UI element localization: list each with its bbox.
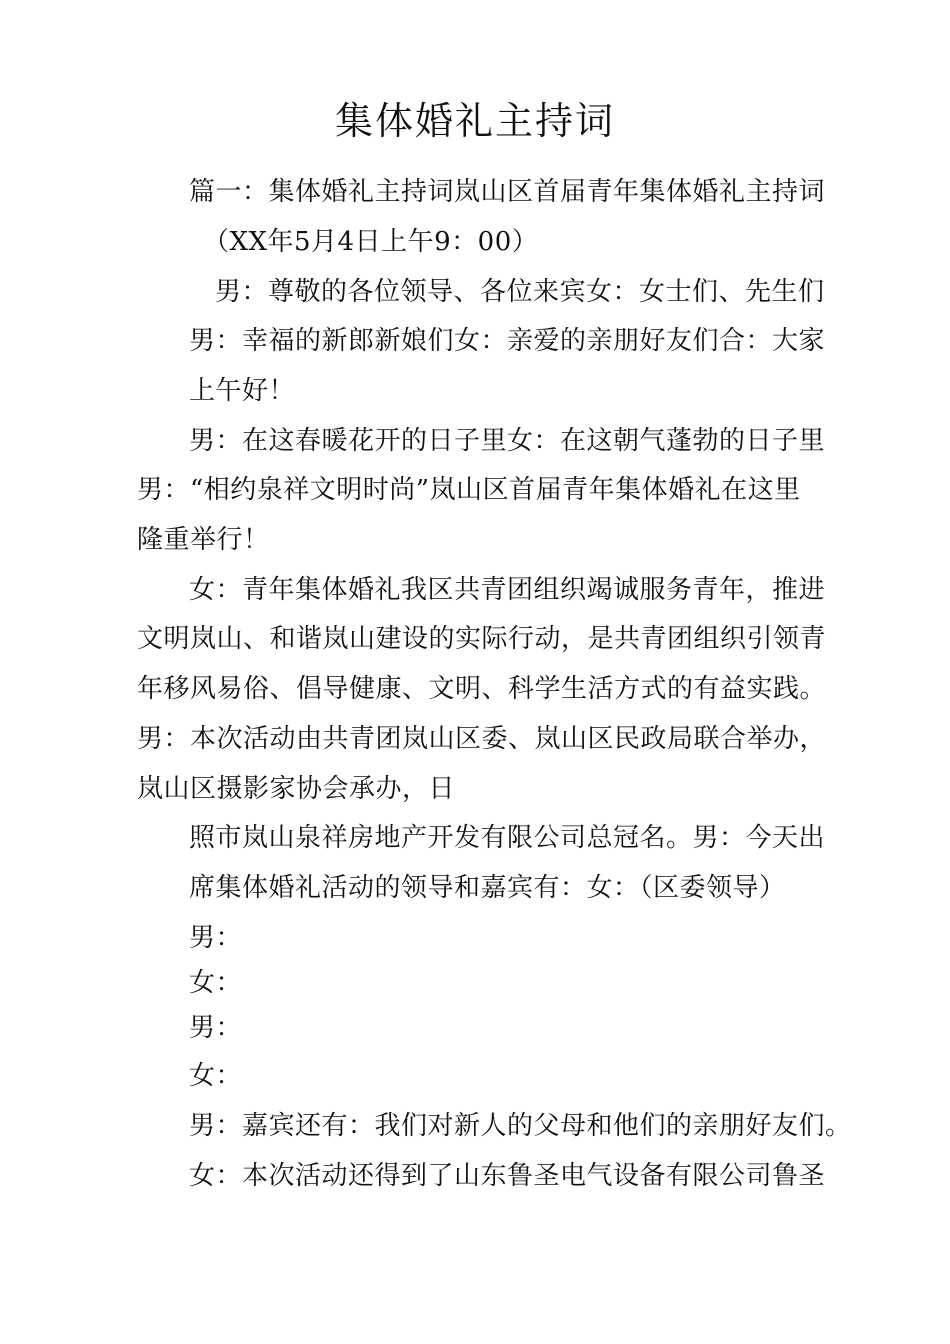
text-line: 男：幸福的新郎新娘们女：亲爱的亲朋好友们合：大家 (189, 326, 826, 356)
text-line: 文明岚山、和谐岚山建设的实际行动，是共青团组织引领青 (137, 624, 827, 654)
text-line: 男： (189, 1013, 243, 1043)
text-line: 篇一：集体婚礼主持词岚山区首届青年集体婚礼主持词 (189, 177, 826, 207)
text-line: 女：本次活动还得到了山东鲁圣电气设备有限公司鲁圣 (189, 1161, 826, 1191)
text-line: 男：在这春暖花开的日子里女：在这朝气蓬勃的日子里 (189, 426, 826, 456)
document-title: 集体婚礼主持词 (334, 99, 615, 143)
text-line: 照市岚山泉祥房地产开发有限公司总冠名。男：今天出 (189, 823, 826, 853)
text-line: 男： (189, 923, 243, 953)
text-line: 女： (189, 968, 243, 998)
text-line: 年移风易俗、倡导健康、文明、科学生活方式的有益实践。 (137, 674, 827, 704)
text-line: 女： (189, 1061, 243, 1091)
text-line: （XX年5月4日上午9：00） (203, 227, 539, 257)
text-line: 上午好！ (189, 376, 296, 406)
text-line: 岚山区摄影家协会承办，日 (137, 774, 456, 804)
text-line: 隆重举行！ (137, 525, 270, 555)
text-line: 男：尊敬的各位领导、各位来宾女：女士们、先生们 (215, 277, 825, 307)
text-line: 男：嘉宾还有：我们对新人的父母和他们的亲朋好友们。 (189, 1111, 852, 1141)
text-line: 席集体婚礼活动的领导和嘉宾有：女：（区委领导） (189, 873, 786, 903)
text-line: 男：“相约泉祥文明时尚”岚山区首届青年集体婚礼在这里 (137, 475, 801, 505)
text-line: 男：本次活动由共青团岚山区委、岚山区民政局联合举办， (137, 724, 827, 754)
text-line: 女：青年集体婚礼我区共青团组织竭诚服务青年，推进 (189, 575, 826, 605)
